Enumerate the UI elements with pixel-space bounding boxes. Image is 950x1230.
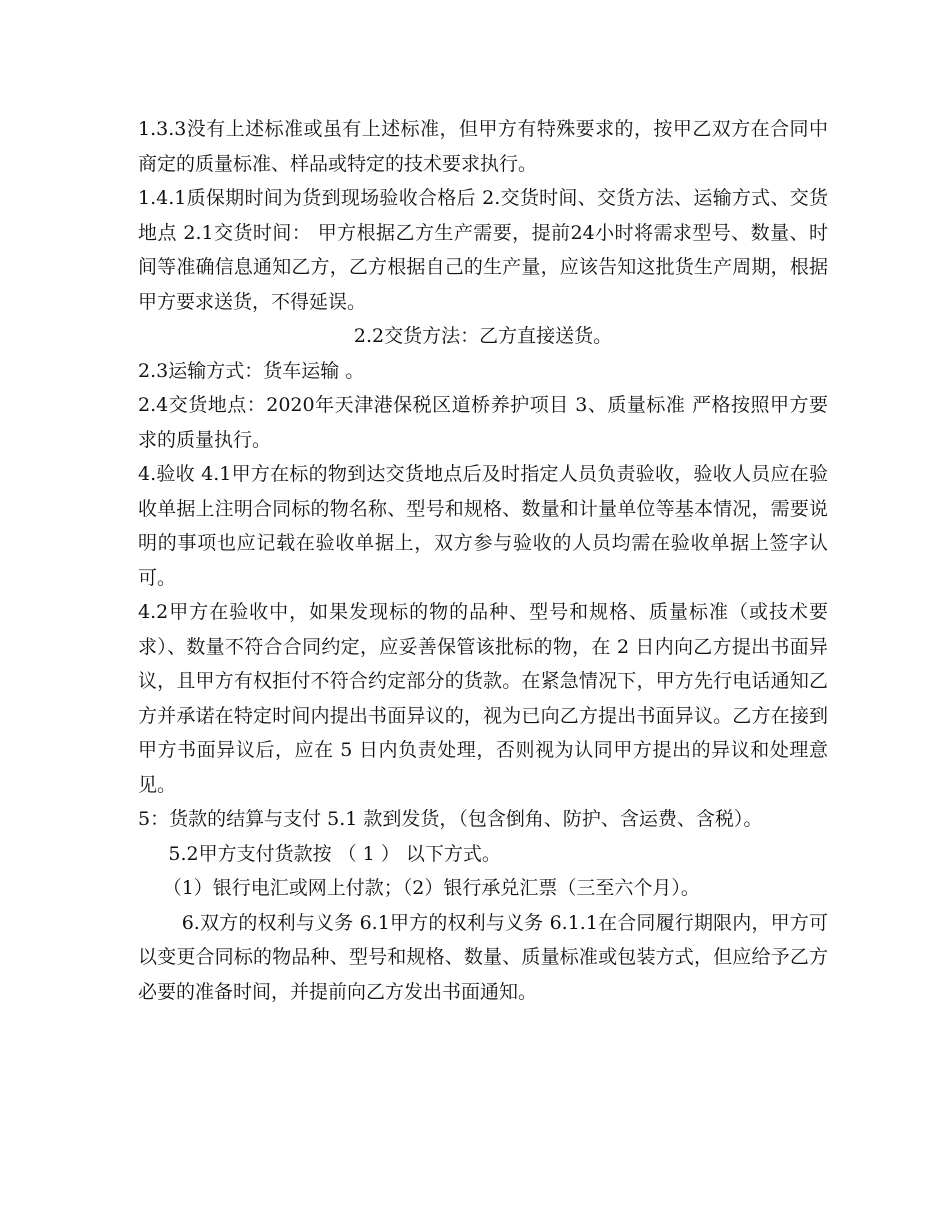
clause-4-2-objection: 4.2甲方在验收中，如果发现标的物的品种、型号和规格、质量标准（或技术要求）、数量不符合合同约定，应妥善保管该批标的物，在 2 日内向乙方提出书面异议，且甲方有权拒付不符合约定部分的货款。在紧急情况下，甲方先行电话通知乙方并承诺在特定时间内提出书面异议的，视为已向乙方提出书面异议。乙方在接到甲方书面异议后，应在 5 日内负责处理，否则视为认同甲方提出的异议和处理意见。 <box>138 601 828 796</box>
clause-1-3-3: 1.3.3没有上述标准或虽有上述标准，但甲方有特殊要求的，按甲乙双方在合同中商定的质量标准、样品或特定的技术要求执行。 <box>138 118 828 175</box>
clause-4-acceptance: 4.验收 4.1甲方在标的物到达交货地点后及时指定人员负责验收，验收人员应在验收单据上注明合同标的物名称、型号和规格、数量和计量单位等基本情况，需要说明的事项也应记载在验收单据上，双方参与验收的人员均需在验收单据上签字认可。 <box>138 463 828 589</box>
clause-5-settlement: 5：货款的结算与支付 5.1 款到发货，（包含倒角、防护、含运费、含税）。 <box>138 808 763 830</box>
clause-5-2-payment: 5.2甲方支付货款按 （ 1 ） 以下方式。 <box>168 842 501 865</box>
document-body <box>138 112 828 1009</box>
clause-1-4-1-delivery: 1.4.1质保期时间为货到现场验收合格后 2.交货时间、交货方法、运输方式、交货地点 2.1交货时间： 甲方根据乙方生产需要，提前24小时将需求型号、数量、时间等准确信息通知乙方，乙方根据自己的生产量，应该告知这批货生产周期，根据甲方要求送货，不得延误。 <box>138 187 828 313</box>
clause-2-4-delivery-location: 2.4交货地点：2020年天津港保税区道桥养护项目 3、质量标准 严格按照甲方要求的质量执行。 <box>138 394 828 451</box>
payment-methods: （1）银行电汇或网上付款；（2）银行承兑汇票（三至六个月）。 <box>162 877 700 899</box>
clause-6-rights-obligations: 6.双方的权利与义务 6.1甲方的权利与义务 6.1.1在合同履行期限内，甲方可以变更合同标的物品种、型号和规格、数量、质量标准或包装方式，但应给予乙方必要的准备时间，并提前向乙方发出书面通知。 <box>138 911 828 1003</box>
clause-2-3-transport: 2.3运输方式：货车运输 。 <box>138 359 365 382</box>
clause-2-2-delivery-method: 2.2交货方法：乙方直接送货。 <box>353 325 613 347</box>
